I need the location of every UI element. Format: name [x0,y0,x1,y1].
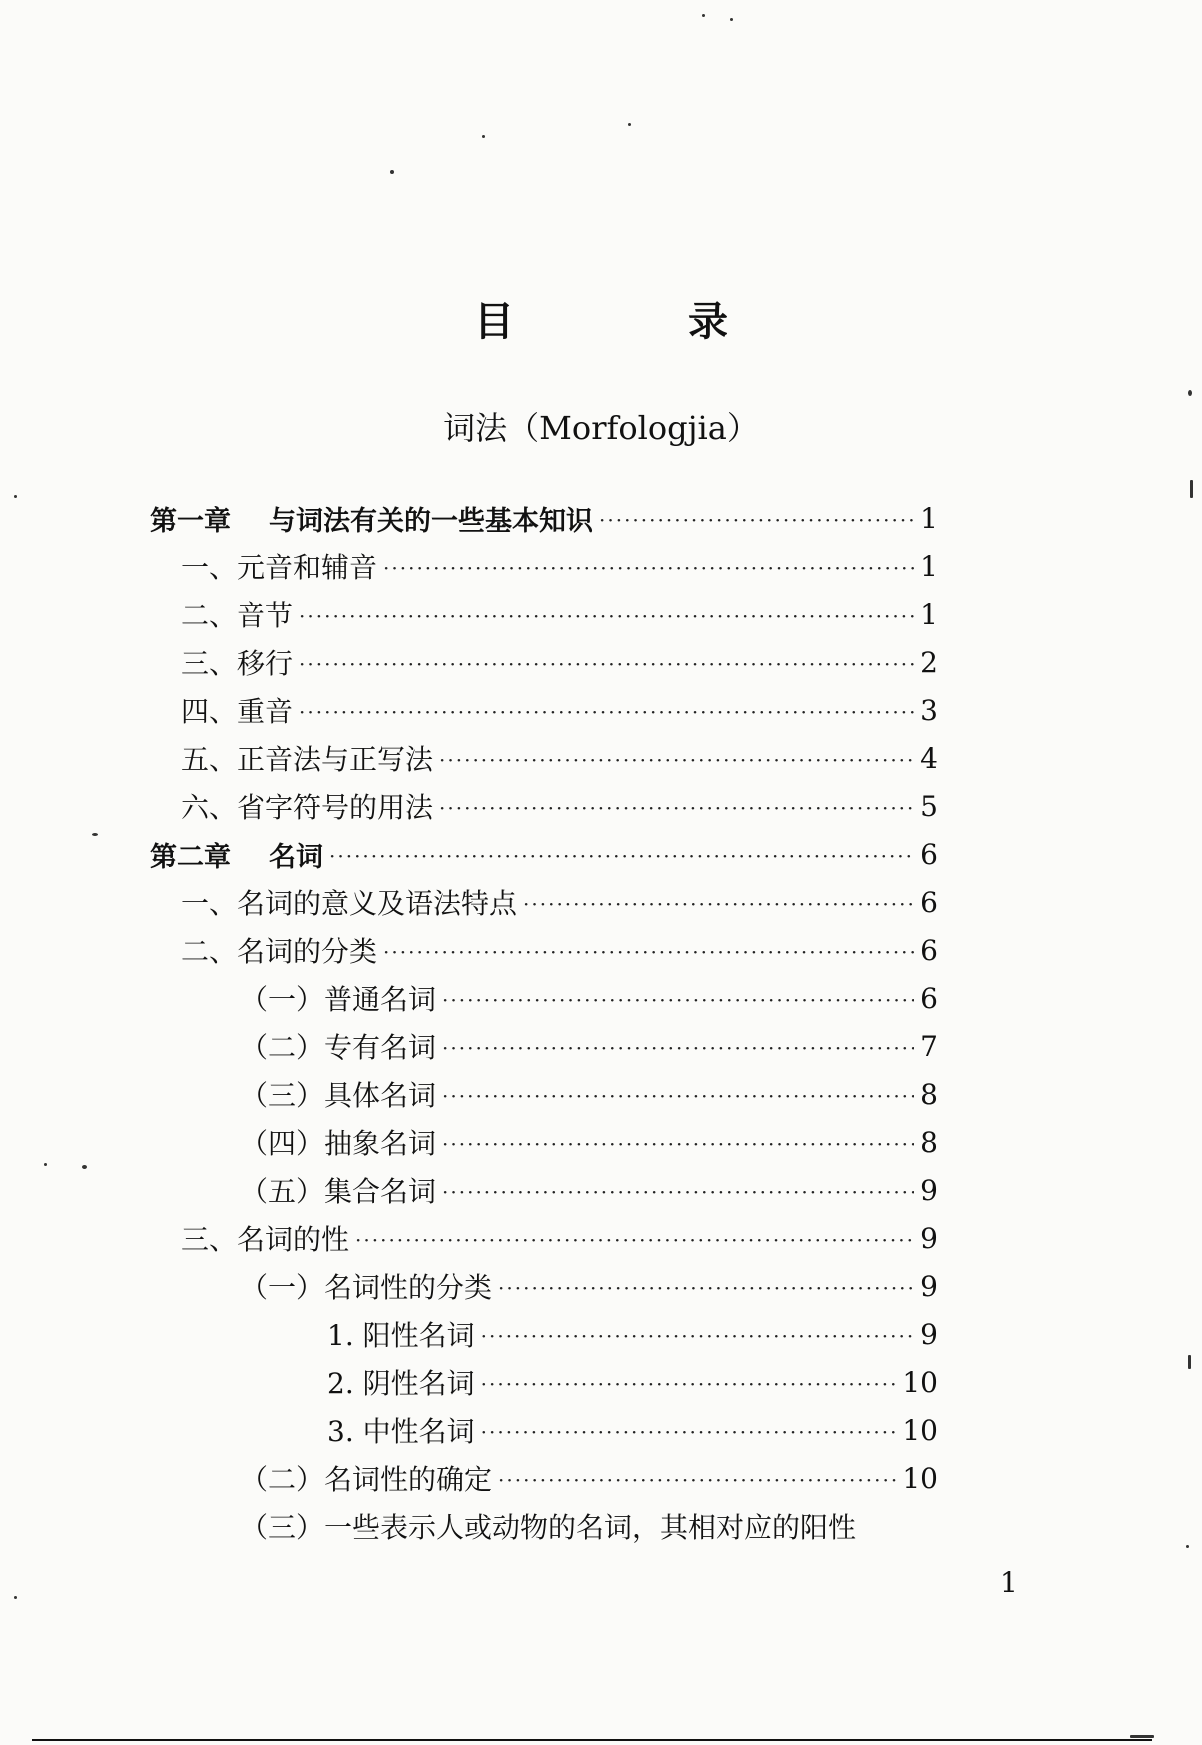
scan-speck [14,1596,17,1599]
scan-speck [82,1165,87,1169]
scan-speck [1188,1355,1191,1369]
toc-entry-page: 1 [920,597,938,631]
toc-entry-continued[interactable] [0,1503,1202,1549]
toc-entry-label: 一、名词的意义及语法特点 [181,887,518,920]
toc-leader [498,1272,914,1300]
scan-speck [92,833,98,836]
toc-entry-page: 8 [920,1125,938,1159]
toc-entry-label: （五）集合名词 [240,1175,437,1208]
toc-entry[interactable] [0,543,1202,589]
toc-entry-label: （一）名词性的分类 [240,1271,493,1304]
toc-entry-page: 6 [920,933,938,967]
toc-entry-page: 9 [920,1221,938,1255]
toc-entry-label: （一）普通名词 [240,983,437,1016]
toc-leader [299,600,914,628]
toc-leader [299,696,914,724]
toc-entry-page: 10 [902,1461,938,1495]
toc-entry-label: 1. 阳性名词 [327,1319,475,1352]
section-subtitle: 词法（Morfologjia） [443,409,759,447]
toc-entry-page: 10 [902,1365,938,1399]
toc-entry-label: 2. 阴性名词 [327,1367,475,1400]
toc-entry-page: 9 [920,1173,938,1207]
toc-entry[interactable] [0,1119,1202,1165]
toc-leader [498,1464,896,1492]
toc-entry-label: （四）抽象名词 [240,1127,437,1160]
toc-entry-label: 第二章 名词 [150,841,323,873]
toc-entry-page: 2 [920,645,938,679]
toc-entry-page: 7 [920,1029,938,1063]
toc-entry[interactable] [0,783,1202,829]
toc-entry-page: 1 [920,501,938,535]
toc-leader [355,1224,914,1252]
scan-speck [730,18,733,21]
toc-entry[interactable] [0,687,1202,733]
toc-entry[interactable] [0,1023,1202,1069]
toc-entry-label: （三）一些表示人或动物的名词，其相对应的阳性 [240,1511,857,1544]
toc-leader [383,936,914,964]
toc-entry-page: 9 [920,1317,938,1351]
toc-entry-page: 3 [920,693,938,727]
toc-leader [481,1320,915,1348]
scan-speck [702,14,705,17]
toc-entry-page: 1 [920,549,938,583]
toc-entry-chapter-1[interactable] [0,495,1202,541]
toc-entry[interactable] [0,879,1202,925]
toc-leader [481,1416,897,1444]
toc-entry-page: 10 [902,1413,938,1447]
toc-entry-page: 4 [920,741,938,775]
toc-leader [439,792,914,820]
scan-speck [1130,1735,1154,1738]
scan-speck [1190,480,1193,498]
toc-entry-page: 5 [920,789,938,823]
toc-entry[interactable] [0,1215,1202,1261]
toc-entry-page: 6 [920,837,938,871]
toc-entry[interactable] [0,1167,1202,1213]
toc-entry[interactable] [0,735,1202,781]
footer-rule [32,1739,1152,1741]
toc-leader [329,840,914,868]
toc-entry-label: 五、正音法与正写法 [181,743,434,776]
toc-entry-page: 8 [920,1077,938,1111]
scan-speck [390,170,394,174]
toc-entry[interactable] [0,1263,1202,1309]
toc-entry-label: 四、重音 [181,695,294,728]
toc-entry[interactable] [0,1311,1202,1357]
toc-leader [299,648,914,676]
toc-entry-page: 9 [920,1269,938,1303]
scan-speck [1188,390,1192,396]
toc-leader [442,1032,914,1060]
toc-entry[interactable] [0,1455,1202,1501]
toc-leader [481,1368,897,1396]
toc-entry-label: 3. 中性名词 [327,1415,475,1448]
toc-leader [442,1176,914,1204]
toc-entry-label: 二、名词的分类 [181,935,378,968]
toc-leader [439,744,914,772]
toc-entry-label: 第一章 与词法有关的一些基本知识 [150,505,593,537]
scan-speck [1186,1545,1189,1548]
toc-entry-page: 6 [920,885,938,919]
toc-entry-label: 三、移行 [181,647,294,680]
toc-leader [442,984,914,1012]
toc-entry[interactable] [0,927,1202,973]
toc-leader [383,552,914,580]
toc-entry[interactable] [0,591,1202,637]
toc-leader [599,504,914,532]
toc-leader [523,888,914,916]
toc-entry-label: 二、音节 [181,599,294,632]
scan-speck [482,135,485,138]
toc-entry[interactable] [0,975,1202,1021]
page-number: 1 [1000,1566,1018,1599]
toc-entry[interactable] [0,1071,1202,1117]
toc-entry-page: 6 [920,981,938,1015]
toc-entry[interactable] [0,639,1202,685]
toc-entry-label: （二）名词性的确定 [240,1463,493,1496]
toc-entry-chapter-2[interactable] [0,831,1202,877]
toc-entry[interactable] [0,1407,1202,1453]
scan-speck [44,1163,47,1166]
page-title: 目 录 [474,299,808,345]
toc-leader [442,1128,914,1156]
toc-leader [442,1080,914,1108]
scan-speck [14,495,17,498]
toc-entry-label: 一、元音和辅音 [181,551,378,584]
toc-entry[interactable] [0,1359,1202,1405]
scan-speck [628,123,631,126]
toc-entry-label: （二）专有名词 [240,1031,437,1064]
toc-entry-label: 三、名词的性 [181,1223,350,1256]
toc-entry-label: 六、省字符号的用法 [181,791,434,824]
toc-entry-label: （三）具体名词 [240,1079,437,1112]
